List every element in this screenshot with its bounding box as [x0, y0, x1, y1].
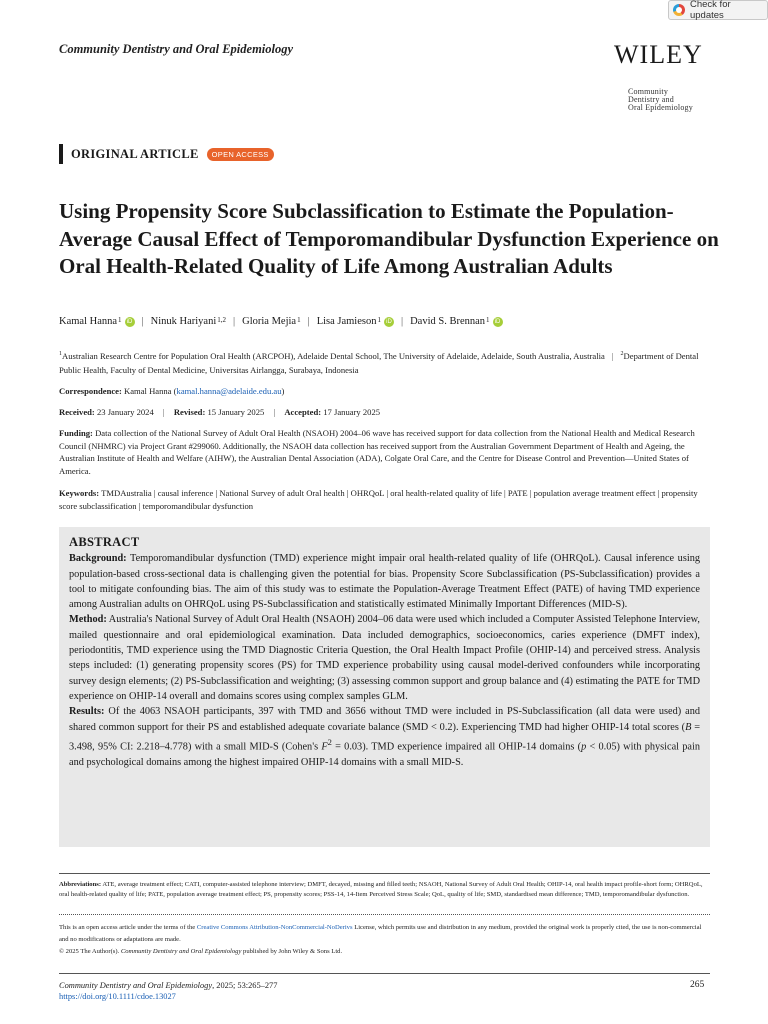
received-label: Received: [59, 407, 95, 417]
funding-label: Funding: [59, 428, 93, 438]
abbreviations-text: ATE, average treatment effect; CATI, computer-assisted telephone interview; DMFT, decayed, missing and filled teeth; NSAOH, National Survey of Adult Oral Health; OHIP-14, oral health impact profile-short form; OHRQoL, oral health-related quality of life; PATE, population average treatment effect; PS, propensity scores; PSS-14, 14-Item Perceived Stress Scale; QoL, quality of life; SMD, standardised mean difference; TMD, temporomandibular dysfunction. [59, 881, 703, 898]
license-post: License, which permits use and distribution in any medium, provided the original work is properly cited, the use is non-commercial and no modifications or adaptations are made. [59, 924, 702, 943]
license-notice [59, 922, 710, 958]
author-name: Lisa Jamieson [316, 316, 377, 327]
footnote-divider [59, 873, 710, 874]
journal-logo-line: Community [628, 87, 669, 96]
accepted-date: 17 January 2025 [323, 407, 381, 417]
page-number: 265 [690, 980, 705, 990]
author-name: David S. Brennan [410, 316, 486, 327]
copyright-journal: Community Dentistry and Oral Epidemiology [120, 948, 242, 955]
author-name: Ninuk Hariyani [150, 316, 217, 327]
funding-text: Data collection of the National Survey of Adult Oral Health (NSAOH) 2004–06 wave has received support for data collection from the National Health and Medical Research Council (NHMRC) via Project Grant #299060. Additionally, the NSAOH data collection has received support from the Australian Government Department of Health and Ageing, the Australian Institute of Health and Welfare (AIHW), the Australian Dental Association (ADA), Colgate Oral Care, and the Centre for Disease Control and Prevention—United States of America. [59, 428, 695, 476]
open-access-badge: OPEN ACCESS [207, 148, 274, 161]
article-title: Using Propensity Score Subclassification to Estimate the Population-Average Causal Effect of Temporomandibular Dysfunction Experience on Oral Health-Related Quality of Life Among Australian Adults [59, 199, 719, 278]
results-text: Of the 4063 NSAOH participants, 397 with TMD and 3656 without TMD were included in PS-Subclassification (all data were used) and shared common support for their PS and established adequate covariate balance (SMD < 0.2). Experiencing TMD had higher OHIP-14 total scores ( [69, 706, 700, 733]
doi-link[interactable]: https://doi.org/10.1111/cdoe.13027 [59, 992, 176, 1001]
publisher-logo: WILEY [614, 40, 703, 69]
affiliation-separator: | [611, 350, 614, 361]
keywords-label: Keywords: [59, 488, 100, 498]
abstract-background [69, 551, 700, 612]
author[interactable] [317, 316, 394, 327]
author[interactable] [242, 316, 300, 327]
journal-logo-line: Oral Epidemiology [628, 103, 693, 112]
affiliation-1: Australian Research Centre for Population Oral Health (ARCPOH), Adelaide Dental School, The University of Adelaide, Adelaide, South Australia, Australia [62, 350, 605, 361]
footer-divider [59, 973, 710, 974]
author-affiliation-sup: 1 [377, 316, 381, 324]
license-link[interactable]: Creative Commons Attribution-NonCommercial-NoDerivs [196, 924, 353, 931]
affiliation-2: Department of Dental Public Health, Faculty of Dental Medicine, Universitas Airlangga, Surabaya, Indonesia [59, 350, 699, 375]
results-symbol: F [321, 741, 328, 753]
dotted-divider [59, 914, 710, 915]
article-type [59, 144, 274, 164]
revised-date: 15 January 2025 [207, 407, 265, 417]
author-affiliation-sup: 1 [297, 316, 301, 324]
license-text [59, 922, 710, 946]
footer-journal: Community Dentistry and Oral Epidemiology [59, 981, 213, 990]
copyright-post: published by John Wiley & Sons Ltd. [241, 948, 343, 955]
correspondence-close: ) [281, 386, 285, 396]
results-label: Results: [69, 706, 105, 718]
funding [59, 427, 709, 477]
license-pre: This is an open access article under the terms of the [59, 924, 197, 931]
article-dates [59, 406, 380, 419]
author-name: Gloria Mejia [242, 316, 297, 327]
results-symbol: B [685, 721, 692, 733]
check-for-updates-label: Check for updates [689, 0, 731, 21]
abstract-box [59, 527, 710, 847]
abstract-results [69, 704, 700, 770]
results-symbol: p [581, 741, 587, 753]
accepted-label: Accepted: [284, 407, 322, 417]
crossmark-icon [673, 4, 685, 16]
author-separator: | [400, 316, 404, 327]
author-name: Kamal Hanna [59, 316, 118, 327]
orcid-icon[interactable]: iD [493, 317, 503, 327]
orcid-icon[interactable]: iD [384, 317, 394, 327]
abstract-heading: ABSTRACT [69, 535, 140, 549]
copyright [59, 946, 710, 958]
author-list [59, 316, 503, 327]
check-for-updates-button[interactable] [668, 0, 768, 20]
author-affiliation-sup: 1,2 [217, 316, 227, 324]
orcid-icon[interactable]: iD [125, 317, 135, 327]
results-text: < 0.05) with physical pain and psychological domains among the highest impaired OHIP-14 domains with a small MID-S. [69, 741, 700, 768]
date-separator: | [273, 407, 276, 417]
method-text: Australia's National Survey of Adult Oral Health (NSAOH) 2004–06 data were used which included a Computer Assisted Telephone Interview, mailed questionnaire and oral epidemiological examination. Data included demographics, socioeconomics, caries experience (DMFT index), periodontitis, TMD experience using the TMD Diagnostic Criteria Question, the Oral Health Impact Profile (OHIP-14) and perceived stress. Analysis steps included: (1) generating propensity scores (PS) for TMD experience probability using causal model-derived confounders while incorporating survey design elements; (2) PS-Subclassification and weighting; (3) assessing common support and group balance and (4) estimating the PATE for TMD experience on OHIP-14 overall and domains scores using complex samples GLM. [69, 614, 700, 702]
correspondence-label: Correspondence: [59, 386, 122, 396]
author[interactable] [151, 316, 226, 327]
abbreviations-label: Abbreviations: [59, 881, 102, 888]
author-separator: | [141, 316, 144, 327]
correspondence [59, 385, 284, 398]
article-type-label: ORIGINAL ARTICLE [71, 146, 199, 161]
affiliation-sup: 2 [620, 351, 624, 357]
author-separator: | [233, 316, 236, 327]
author[interactable] [410, 316, 502, 327]
author-affiliation-sup: 1 [486, 316, 490, 324]
keywords-text: TMDAustralia | causal inference | National Survey of adult Oral health | OHRQoL | oral health-related quality of life | PATE | population average treatment effect | propensity score subclassification | temporomandibular dysfunction [59, 488, 698, 511]
results-text: = 0.03). TMD experience impaired all OHIP-14 domains ( [331, 741, 582, 753]
author-affiliation-sup: 1 [118, 316, 122, 324]
author[interactable] [59, 316, 135, 327]
footer-citation-line [59, 980, 277, 991]
footer-volume: , 2025; 53:265–277 [212, 981, 278, 990]
date-separator: | [162, 407, 165, 417]
background-label: Background: [69, 553, 127, 565]
keywords [59, 487, 709, 512]
results-text: = 3.498, 95% CI: 2.218–4.778) with a small MID-S (Cohen's [69, 721, 700, 753]
affiliations [59, 347, 709, 377]
received-date: 23 January 2024 [96, 407, 154, 417]
author-separator: | [307, 316, 310, 327]
results-superscript: 2 [327, 736, 332, 747]
journal-name: Community Dentistry and Oral Epidemiology [59, 42, 294, 56]
method-label: Method: [69, 614, 107, 626]
footer-citation [59, 980, 277, 1002]
abstract-method [69, 612, 700, 704]
correspondence-name: Kamal Hanna ( [124, 386, 177, 396]
correspondence-email-link[interactable]: kamal.hanna@adelaide.edu.au [176, 386, 282, 396]
copyright-pre: © 2025 The Author(s). [59, 948, 121, 955]
journal-logo-line: Dentistry and [628, 95, 674, 104]
affiliation-sup: 1 [59, 351, 62, 357]
revised-label: Revised: [173, 407, 206, 417]
abbreviations [59, 880, 710, 899]
background-text: Temporomandibular dysfunction (TMD) experience might impair oral health-related quality of life (OHRQoL). Causal inference using population-based cross-sectional data is challenging given the potential for bias. Propensity Score Subclassification (PS-Subclassification) provides a tool to mitigate confounding bias. The aim of this study was to estimate the Population-Average Treatment Effect (PATE) of having TMD experience among Australian adults on OHRQoL using PS-Subclassification and statistically estimated Minimally Important Differences (MID-S). [69, 553, 700, 611]
journal-logo [628, 88, 718, 112]
